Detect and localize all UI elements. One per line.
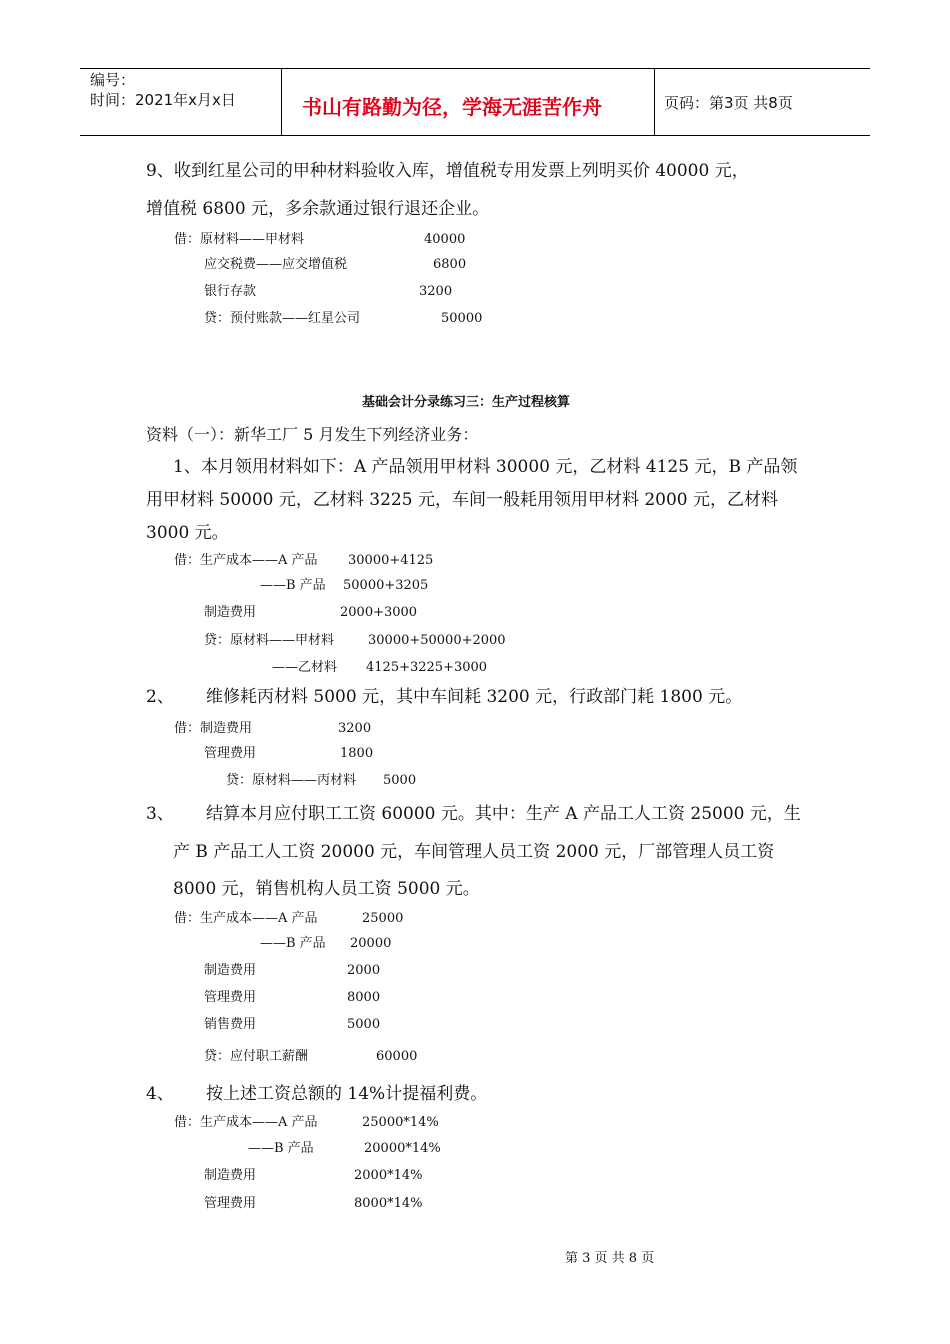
q2-number: 2、 — [146, 687, 174, 707]
page-footer: 第 3 页 共 8 页 — [565, 1251, 655, 1266]
header-divider-right — [654, 68, 655, 136]
header-divider-left — [281, 68, 282, 136]
q4-line-1: 按上述工资总额的 14%计提福利费。 — [206, 1084, 488, 1104]
section-title: 基础会计分录练习三：生产过程核算 — [362, 395, 571, 410]
q1-entry-1-amount: 30000+4125 — [348, 553, 434, 568]
doc-time-label: 时间：2021年x月x日 — [90, 91, 236, 109]
q9-entry-1-amount: 40000 — [424, 232, 466, 247]
q4-number: 4、 — [146, 1084, 174, 1104]
q4-entry-2-amount: 20000*14% — [364, 1141, 441, 1156]
q4-entry-3-account: 制造费用 — [204, 1168, 257, 1183]
q2-entry-1-account: 借：制造费用 — [174, 721, 253, 736]
q3-entry-2-amount: 20000 — [350, 936, 392, 951]
q3-entry-3-account: 制造费用 — [204, 963, 257, 978]
q4-entry-4-amount: 8000*14% — [354, 1196, 423, 1211]
q3-entry-1-account: 借：生产成本——A 产品 — [174, 911, 318, 926]
q1-entry-5-amount: 4125+3225+3000 — [366, 660, 488, 675]
header-page-info: 页码：第3页 共8页 — [664, 94, 793, 112]
q1-line-2: 用甲材料 50000 元，乙材料 3225 元，车间一般耗用领用甲材料 2000 元，乙材料 — [146, 490, 779, 510]
q4-entry-1-amount: 25000*14% — [362, 1115, 439, 1130]
q9-entry-4-amount: 50000 — [441, 311, 483, 326]
q3-line-1: 结算本月应付职工工资 60000 元。其中：生产 A 产品工人工资 25000 元，生 — [206, 804, 801, 824]
q4-entry-1-account: 借：生产成本——A 产品 — [174, 1115, 318, 1130]
q9-entry-3-account: 银行存款 — [204, 284, 257, 299]
q9-line-1: 9、收到红星公司的甲种材料验收入库，增值税专用发票上列明买价 40000 元， — [146, 161, 749, 181]
q3-entry-3-amount: 2000 — [347, 963, 381, 978]
q3-entry-4-amount: 8000 — [347, 990, 381, 1005]
q2-entry-3-account: 贷：原材料——丙材料 — [226, 773, 357, 788]
q1-line-1: 1、本月领用材料如下：A 产品领用甲材料 30000 元，乙材料 4125 元，B 产品领 — [173, 457, 798, 477]
q3-entry-5-account: 销售费用 — [204, 1017, 257, 1032]
q3-entry-1-amount: 25000 — [362, 911, 404, 926]
doc-number-label: 编号： — [90, 71, 136, 89]
q2-entry-1-amount: 3200 — [338, 721, 372, 736]
header-top-rule — [80, 68, 870, 69]
q4-entry-2-account: ——B 产品 — [248, 1141, 314, 1156]
q1-entry-5-account: ——乙材料 — [272, 660, 338, 675]
q3-entry-4-account: 管理费用 — [204, 990, 257, 1005]
q4-entry-4-account: 管理费用 — [204, 1196, 257, 1211]
q3-entry-2-account: ——B 产品 — [260, 936, 326, 951]
q3-entry-6-amount: 60000 — [376, 1049, 418, 1064]
q3-entry-6-account: 贷：应付职工薪酬 — [204, 1049, 309, 1064]
q2-entry-2-account: 管理费用 — [204, 746, 257, 761]
q1-entry-2-amount: 50000+3205 — [343, 578, 429, 593]
q9-entry-4-account: 贷：预付账款——红星公司 — [204, 311, 361, 326]
q3-line-3: 8000 元，销售机构人员工资 5000 元。 — [173, 879, 480, 899]
q1-entry-3-account: 制造费用 — [204, 605, 257, 620]
q9-entry-2-amount: 6800 — [433, 257, 467, 272]
q9-entry-2-account: 应交税费——应交增值税 — [204, 257, 348, 272]
q1-entry-2-account: ——B 产品 — [260, 578, 326, 593]
q9-entry-1-account: 借：原材料——甲材料 — [174, 232, 305, 247]
q9-entry-3-amount: 3200 — [419, 284, 453, 299]
q2-line-1: 维修耗丙材料 5000 元，其中车间耗 3200 元，行政部门耗 1800 元。 — [206, 687, 743, 707]
q3-entry-5-amount: 5000 — [347, 1017, 381, 1032]
q1-entry-4-account: 贷：原材料——甲材料 — [204, 633, 335, 648]
q1-entry-3-amount: 2000+3000 — [340, 605, 418, 620]
q3-number: 3、 — [146, 804, 174, 824]
q4-entry-3-amount: 2000*14% — [354, 1168, 423, 1183]
q9-line-2: 增值税 6800 元，多余款通过银行退还企业。 — [146, 199, 490, 219]
q2-entry-2-amount: 1800 — [340, 746, 374, 761]
header-motto: 书山有路勤为径，学海无涯苦作舟 — [302, 95, 602, 119]
material-intro: 资料（一）：新华工厂 5 月发生下列经济业务： — [146, 425, 479, 444]
q1-line-3: 3000 元。 — [146, 523, 229, 543]
q1-entry-4-amount: 30000+50000+2000 — [368, 633, 506, 648]
q1-entry-1-account: 借：生产成本——A 产品 — [174, 553, 318, 568]
q2-entry-3-amount: 5000 — [383, 773, 417, 788]
q3-line-2: 产 B 产品工人工资 20000 元，车间管理人员工资 2000 元，厂部管理人员工资 — [173, 842, 775, 862]
header-bottom-rule — [80, 135, 870, 136]
